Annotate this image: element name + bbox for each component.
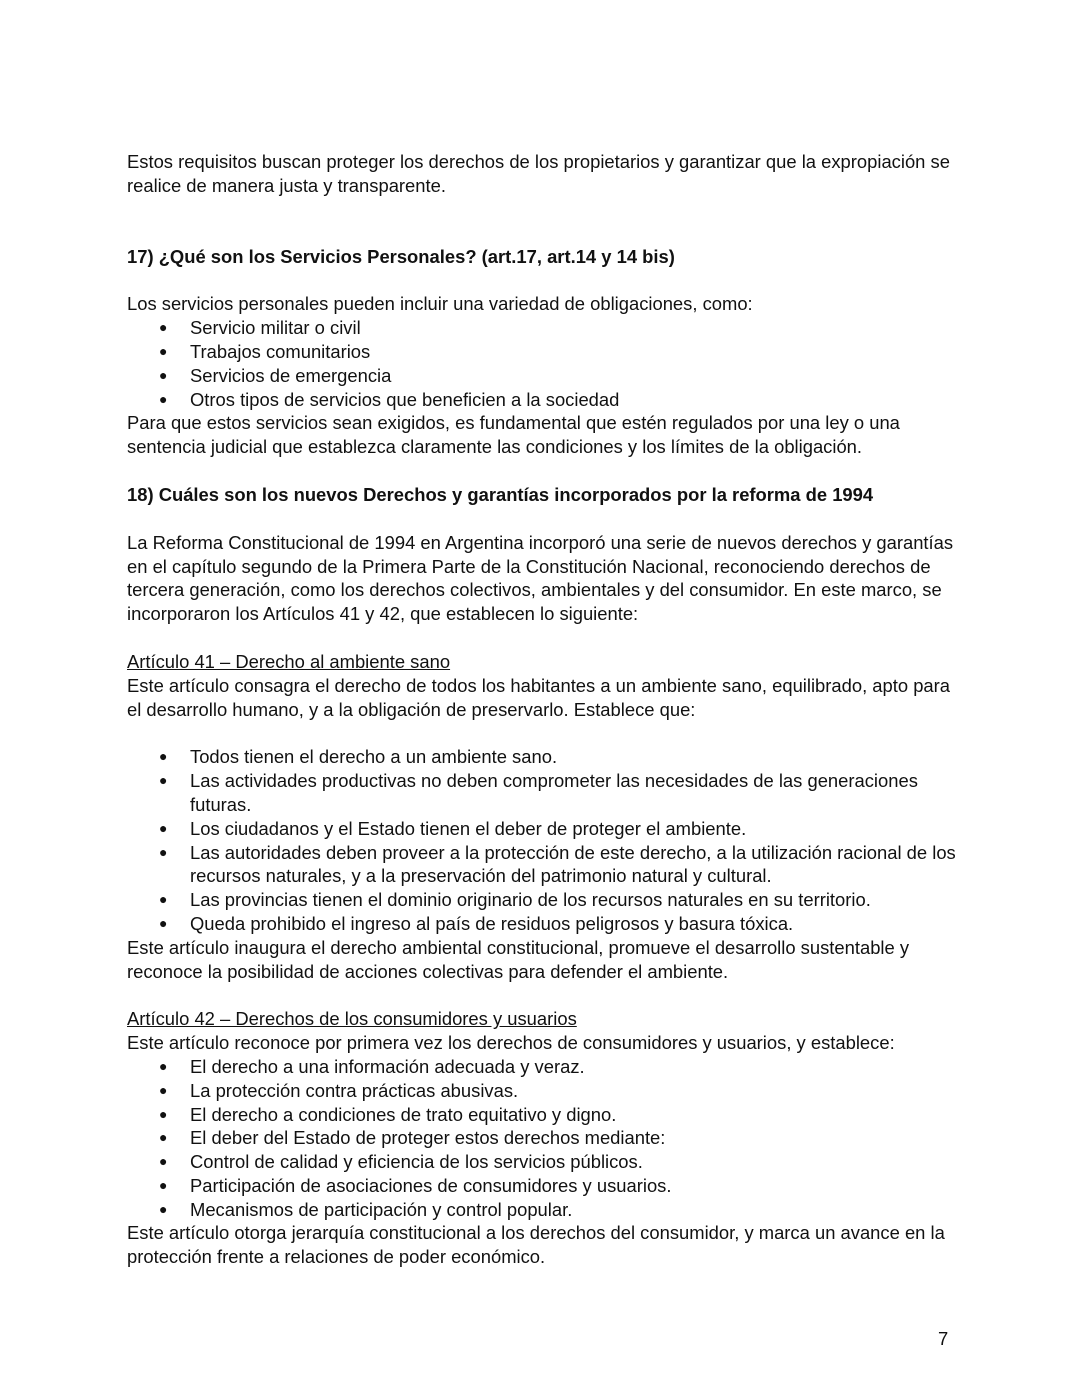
list-item: ● Servicio militar o civil [127,316,957,340]
article-42-lead: Este artículo reconoce por primera vez los derechos de consumidores y usuarios, y establece: [127,1032,895,1054]
list-item: ● Todos tienen el derecho a un ambiente sano. [127,745,957,769]
section-17-heading: 17) ¿Qué son los Servicios Personales? (art.17, art.14 y 14 bis) [127,245,675,267]
section-17-list [127,316,957,411]
list-item: ● Las autoridades deben proveer a la protección de este derecho, a la utilización racional de los recursos naturales, y a la preservación del patrimonio natural y cultural. [127,841,957,889]
list-item: ● Las provincias tienen el dominio originario de los recursos naturales en su territorio. [127,888,957,912]
list-item: ● Queda prohibido el ingreso al país de residuos peligrosos y basura tóxica. [127,912,957,936]
list-item: ● Mecanismos de participación y control popular. [127,1198,957,1222]
section-18-heading: 18) Cuáles son los nuevos Derechos y garantías incorporados por la reforma de 1994 [127,483,874,505]
list-item: ● Servicios de emergencia [127,364,957,388]
article-42-closing: Este artículo otorga jerarquía constitucional a los derechos del consumidor, y marca un avance en la protección frente a relaciones de poder económico. [127,1222,945,1268]
list-item: ● Control de calidad y eficiencia de los servicios públicos. [127,1150,957,1174]
article-42-title: Artículo 42 – Derechos de los consumidores y usuarios [127,1008,577,1030]
document-page [127,150,957,1269]
list-item: ● Participación de asociaciones de consumidores y usuarios. [127,1174,957,1198]
article-42-list [127,1055,957,1222]
list-item: ● Los ciudadanos y el Estado tienen el deber de proteger el ambiente. [127,817,957,841]
intro-paragraph: Estos requisitos buscan proteger los derechos de los propietarios y garantizar que la expropiación se realice de manera justa y transparente. [127,151,950,196]
list-item: ● La protección contra prácticas abusivas. [127,1079,957,1103]
article-41-list [127,745,957,935]
list-item: ● Trabajos comunitarios [127,340,957,364]
list-item: ● El derecho a condiciones de trato equitativo y digno. [127,1103,957,1127]
list-item: ● Otros tipos de servicios que beneficien a la sociedad [127,388,957,412]
list-item: ● El derecho a una información adecuada y veraz. [127,1055,957,1079]
list-item: ● El deber del Estado de proteger estos derechos mediante: [127,1126,957,1150]
article-41-title: Artículo 41 – Derecho al ambiente sano [127,650,451,672]
article-41-lead: Este artículo consagra el derecho de todos los habitantes a un ambiente sano, equilibrado, apto para el desarrollo humano, y a la obligación de preservarlo. Establece que: [127,674,951,720]
section-18-lead: La Reforma Constitucional de 1994 en Argentina incorporó una serie de nuevos derechos y garantías en el capítulo segundo de la Primera Parte de la Constitución Nacional, reconociendo derechos de tercera generación, como los derechos colectivos, ambientales y del consumidor. En este marco, se incorporaron los Artículos 41 y 42, que establecen lo siguiente: [127,531,954,625]
section-17-lead: Los servicios personales pueden incluir una variedad de obligaciones, como: [127,293,753,315]
list-item: ● Las actividades productivas no deben comprometer las necesidades de las generaciones futuras. [127,769,957,817]
article-41-closing: Este artículo inaugura el derecho ambiental constitucional, promueve el desarrollo sustentable y reconoce la posibilidad de acciones colectivas para defender el ambiente. [127,936,910,982]
section-17-closing: Para que estos servicios sean exigidos, es fundamental que estén regulados por una ley o una sentencia judicial que establezca claramente las condiciones y los límites de la obligación. [127,412,900,458]
page-number: 7 [938,1328,949,1349]
